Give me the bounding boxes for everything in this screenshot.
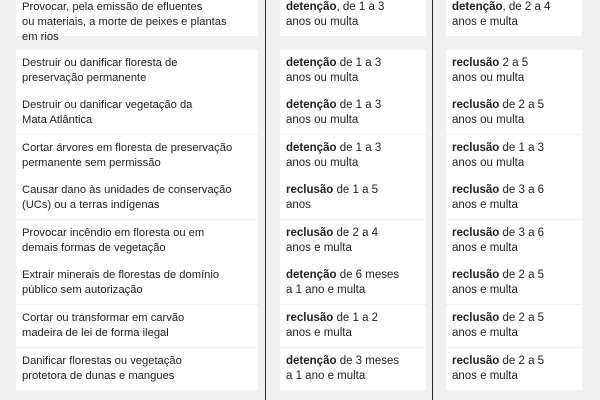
- penalty-line: [452, 0, 582, 15]
- penalty-cell-before: [280, 348, 426, 390]
- table-row: [0, 177, 600, 219]
- penalty-cell-after: [446, 177, 582, 219]
- penalty-range: de 6 meses: [336, 269, 400, 281]
- table-row: [0, 135, 600, 177]
- penalty-type: reclusão: [286, 227, 334, 239]
- penalty-line: anos e multa: [452, 284, 518, 296]
- crime-description-line: protetora de dunas e mangues: [22, 370, 175, 382]
- penalty-cell-after: [446, 50, 582, 92]
- penalty-line: [452, 354, 582, 369]
- penalty-range: de 1 a 2: [333, 312, 379, 324]
- penalty-line: [452, 56, 582, 71]
- penalty-type: reclusão: [452, 142, 500, 154]
- penalty-type: reclusão: [452, 184, 500, 196]
- crime-description-line: Destruir ou danificar floresta de: [22, 57, 178, 69]
- penalty-range: , de 2 a 4: [502, 1, 551, 13]
- penalty-type: detenção: [286, 99, 337, 111]
- penalty-range: de 1 a 3: [336, 99, 382, 111]
- table-row: [0, 0, 600, 43]
- penalty-type: reclusão: [452, 57, 500, 69]
- penalty-range: de 2 a 5: [499, 269, 545, 281]
- penalty-line: anos e multa: [452, 242, 518, 254]
- penalty-cell-before: [280, 305, 426, 347]
- table-row: [0, 305, 600, 347]
- crime-description-line: Provocar, pela emissão de efluentes: [22, 1, 203, 13]
- penalty-type: reclusão: [452, 227, 500, 239]
- penalty-line: anos ou multa: [452, 72, 525, 84]
- penalty-range: de 1 a 3: [336, 142, 382, 154]
- crime-description-line: Cortar ou transformar em carvão: [22, 312, 185, 324]
- penalty-line: [452, 268, 582, 283]
- crime-description-line: público sem autorização: [22, 284, 143, 296]
- crime-description-cell: [16, 348, 258, 390]
- penalty-range: de 2 a 5: [499, 355, 545, 367]
- penalty-line: [286, 56, 426, 71]
- table-row: [0, 262, 600, 304]
- penalty-range: de 1 a 5: [333, 184, 379, 196]
- penalty-cell-before: [280, 92, 426, 134]
- crime-description-line: Causar dano às unidades de conservação: [22, 184, 232, 196]
- penalty-line: anos ou multa: [286, 72, 359, 84]
- crime-description-cell: [16, 0, 258, 43]
- penalty-line: [452, 226, 582, 241]
- crime-description-cell: [16, 135, 258, 177]
- penalty-cell-after: [446, 348, 582, 390]
- penalty-range: 2 a 5: [499, 57, 529, 69]
- crime-description-line: preservação permanente: [22, 72, 147, 84]
- penalty-range: , de 1 a 3: [336, 1, 385, 13]
- crime-description-line: permanente sem permissão: [22, 157, 161, 169]
- penalty-line: anos e multa: [452, 327, 518, 339]
- penalty-range: de 3 a 6: [499, 227, 545, 239]
- crime-description-cell: [16, 262, 258, 304]
- crime-description-line: Extrair minerais de florestas de domínio: [22, 269, 220, 281]
- crime-description-line: Cortar árvores em floresta de preservação: [22, 142, 233, 154]
- crime-description-cell: [16, 177, 258, 219]
- crime-description-line: Danificar florestas ou vegetação: [22, 355, 182, 367]
- penalty-line: anos: [286, 199, 311, 211]
- crime-description-line: em rios: [22, 31, 59, 43]
- penalty-range: de 3 meses: [336, 355, 400, 367]
- penalty-cell-before: [280, 0, 426, 36]
- penalty-line: anos e multa: [452, 16, 518, 28]
- crime-description-line: ou materiais, a morte de peixes e plantas: [22, 16, 227, 28]
- penalty-line: a 1 ano e multa: [286, 284, 366, 296]
- table-row: [0, 92, 600, 134]
- penalty-line: [286, 141, 426, 156]
- penalty-line: [286, 226, 426, 241]
- penalty-line: [452, 183, 582, 198]
- penalty-type: detenção: [286, 142, 337, 154]
- penalty-line: a 1 ano e multa: [286, 370, 366, 382]
- crime-description-line: Provocar incêndio em floresta ou em: [22, 227, 205, 239]
- table-row: [0, 348, 600, 390]
- crime-description-line: demais formas de vegetação: [22, 242, 166, 254]
- table-row: [0, 220, 600, 262]
- penalty-line: [452, 141, 582, 156]
- penalty-type: reclusão: [286, 184, 334, 196]
- penalty-line: anos e multa: [286, 242, 352, 254]
- penalty-line: [452, 311, 582, 326]
- penalty-type: reclusão: [452, 312, 500, 324]
- penalty-line: [286, 311, 426, 326]
- penalty-cell-after: [446, 220, 582, 262]
- penalty-line: [286, 354, 426, 369]
- crime-description-cell: [16, 92, 258, 134]
- penalty-cell-before: [280, 135, 426, 177]
- penalty-line: anos e multa: [286, 327, 352, 339]
- penalty-cell-after: [446, 92, 582, 134]
- penalty-type: detenção: [286, 57, 337, 69]
- crime-description-cell: [16, 220, 258, 262]
- penalty-line: anos ou multa: [286, 16, 359, 28]
- penalty-cell-after: [446, 135, 582, 177]
- penalty-type: detenção: [286, 1, 337, 13]
- crime-description-line: Destruir ou danificar vegetação da: [22, 99, 193, 111]
- penalty-cell-before: [280, 220, 426, 262]
- penalty-range: de 2 a 5: [499, 99, 545, 111]
- penalty-cell-after: [446, 305, 582, 347]
- penalty-type: reclusão: [452, 99, 500, 111]
- penalty-line: [286, 268, 426, 283]
- penalty-line: anos ou multa: [452, 114, 525, 126]
- penalty-type: reclusão: [286, 312, 334, 324]
- penalty-type: reclusão: [452, 355, 500, 367]
- penalty-cell-after: [446, 0, 582, 36]
- penalty-line: [286, 183, 426, 198]
- penalty-line: anos ou multa: [286, 114, 359, 126]
- penalty-line: [286, 0, 426, 15]
- penalty-range: de 2 a 4: [333, 227, 379, 239]
- penalty-line: anos ou multa: [286, 157, 359, 169]
- crime-description-line: Mata Atlântica: [22, 114, 93, 126]
- penalty-line: [452, 98, 582, 113]
- penalty-line: anos ou multa: [452, 157, 525, 169]
- penalty-range: de 3 a 6: [499, 184, 545, 196]
- penalty-line: anos e multa: [452, 199, 518, 211]
- penalty-line: [286, 98, 426, 113]
- crime-description-line: (UCs) ou a terras indígenas: [22, 199, 160, 211]
- penalty-line: anos e multa: [452, 370, 518, 382]
- penalty-range: de 2 a 5: [499, 312, 545, 324]
- crime-description-line: madeira de lei de forma ilegal: [22, 327, 169, 339]
- penalty-cell-before: [280, 50, 426, 92]
- penalty-type: reclusão: [452, 269, 500, 281]
- crime-description-cell: [16, 50, 258, 92]
- penalty-range: de 1 a 3: [499, 142, 545, 154]
- penalty-type: detenção: [452, 1, 503, 13]
- penalty-range: de 1 a 3: [336, 57, 382, 69]
- crime-description-cell: [16, 305, 258, 347]
- penalty-type: detenção: [286, 355, 337, 367]
- penalty-type: detenção: [286, 269, 337, 281]
- table-row: [0, 50, 600, 92]
- penalty-cell-after: [446, 262, 582, 304]
- penalty-cell-before: [280, 262, 426, 304]
- penalty-cell-before: [280, 177, 426, 219]
